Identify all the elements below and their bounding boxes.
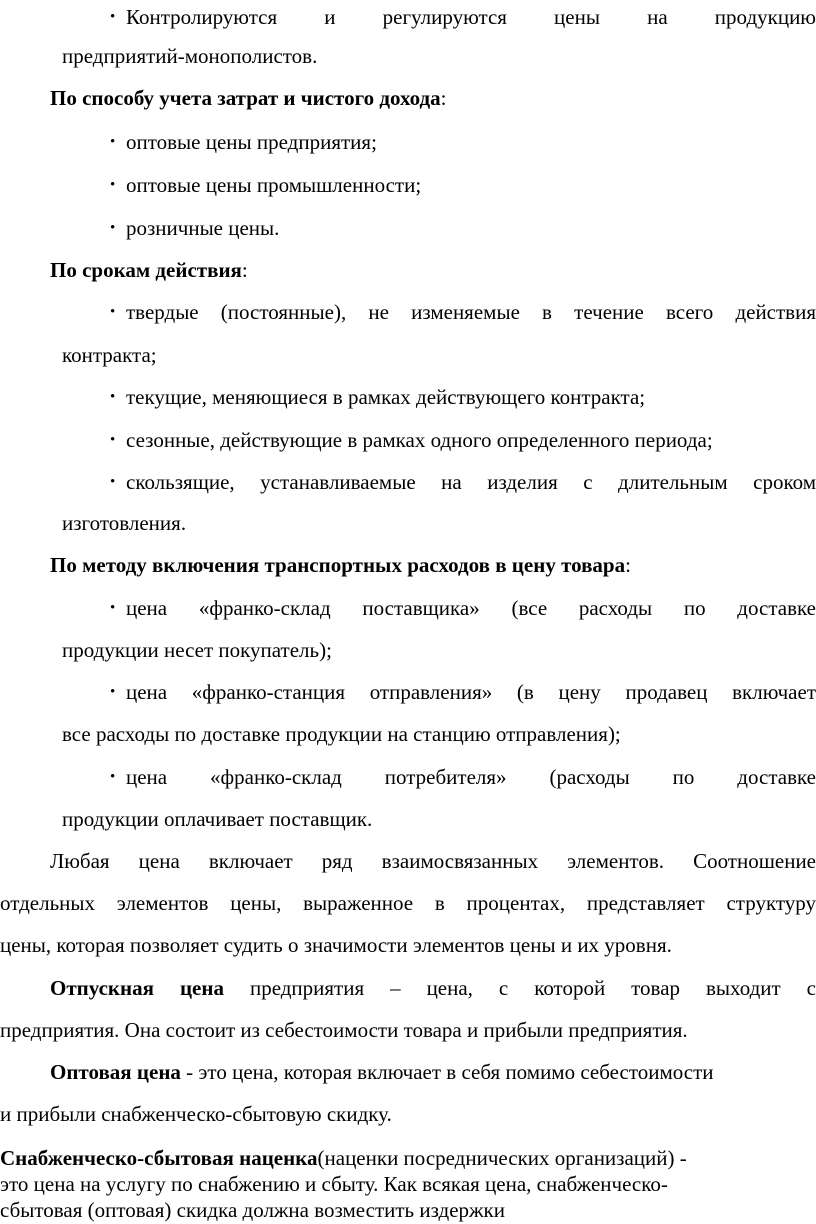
transport-heading-text: По методу включения транспортных расходов в цену товара — [50, 553, 626, 577]
monopoly-item-line1: Контролируются и регулируются цены на продукцию — [126, 5, 816, 29]
wholesale-price-line2: и прибыли снабженческо-сбытовую скидку. — [0, 1102, 392, 1126]
structure-line2: отдельных элементов цены, выраженное в процентах, представляет структуру — [0, 891, 816, 915]
bullet: • — [110, 684, 116, 700]
accounting-heading-text: По способу учета затрат и чистого дохода — [50, 86, 441, 110]
transport-item3-line1: цена «франко-склад потребителя» (расходы по доставке — [126, 765, 816, 789]
duration-sliding-line2: изготовления. — [62, 511, 187, 535]
accounting-heading — [50, 85, 447, 111]
wholesale-price-line1 — [50, 1059, 714, 1085]
duration-heading-text: По срокам действия — [50, 258, 242, 282]
release-price-line1-rest: предприятия – цена, с которой товар выходит с — [249, 976, 816, 1000]
supply-markup-line1-rest: (наценки посреднических организаций) - — [317, 1146, 687, 1170]
accounting-item-2: оптовые цены промышленности; — [126, 173, 422, 197]
duration-heading-colon: : — [241, 258, 248, 282]
transport-item2-line1: цена «франко-станция отправления» (в цену продавец включает — [126, 680, 816, 704]
accounting-heading-colon: : — [440, 86, 447, 110]
bullet: • — [110, 177, 116, 193]
supply-markup-line3: сбытовая (оптовая) скидка должна возместить издержки — [0, 1198, 505, 1222]
duration-sliding-line1: скользящие, устанавливаемые на изделия с длительным сроком — [126, 470, 816, 494]
duration-seasonal: сезонные, действующие в рамках одного определенного периода; — [126, 428, 713, 452]
transport-item1-line1: цена «франко-склад поставщика» (все расходы по доставке — [126, 596, 816, 620]
supply-markup-term: Снабженческо-сбытовая наценка — [0, 1146, 318, 1170]
wholesale-price-term: Оптовая цена — [50, 1060, 181, 1084]
duration-heading — [50, 257, 248, 283]
bullet: • — [110, 304, 116, 320]
bullet: • — [110, 389, 116, 405]
transport-heading-colon: : — [625, 553, 631, 577]
structure-line1: Любая цена включает ряд взаимосвязанных элементов. Соотношение — [50, 849, 816, 873]
accounting-item-3: розничные цены. — [126, 216, 280, 240]
bullet: • — [110, 474, 116, 490]
duration-fixed-line2: контракта; — [62, 343, 157, 367]
transport-item1-line2: продукции несет покупатель); — [62, 638, 332, 662]
release-price-term: Отпускная цена — [50, 976, 224, 1000]
duration-current: текущие, меняющиеся в рамках действующего контракта; — [126, 385, 646, 409]
bullet: • — [110, 769, 116, 785]
accounting-item-1: оптовые цены предприятия; — [126, 130, 377, 154]
transport-item3-line2: продукции оплачивает поставщик. — [62, 807, 373, 831]
bullet: • — [110, 600, 116, 616]
wholesale-price-line1-rest: - это цена, которая включает в себя помимо себестоимости — [186, 1060, 714, 1084]
supply-markup-line1 — [0, 1145, 687, 1171]
bullet: • — [110, 9, 116, 25]
transport-item2-line2: все расходы по доставке продукции на станцию отправления); — [62, 722, 621, 746]
structure-line3: цены, которая позволяет судить о значимости элементов цены и их уровня. — [0, 933, 672, 957]
transport-heading — [50, 552, 631, 578]
supply-markup-line2: это цена на услугу по снабжению и сбыту. Как всякая цена, снабженческо- — [0, 1172, 668, 1196]
release-price-line2: предприятия. Она состоит из себестоимости товара и прибыли предприятия. — [0, 1018, 688, 1042]
duration-fixed-line1: твердые (постоянные), не изменяемые в течение всего действия — [126, 300, 816, 324]
bullet: • — [110, 432, 116, 448]
release-price-line1 — [50, 975, 816, 1001]
bullet: • — [110, 220, 116, 236]
bullet: • — [110, 134, 116, 150]
monopoly-item-line2: предприятий-монополистов. — [62, 44, 318, 68]
